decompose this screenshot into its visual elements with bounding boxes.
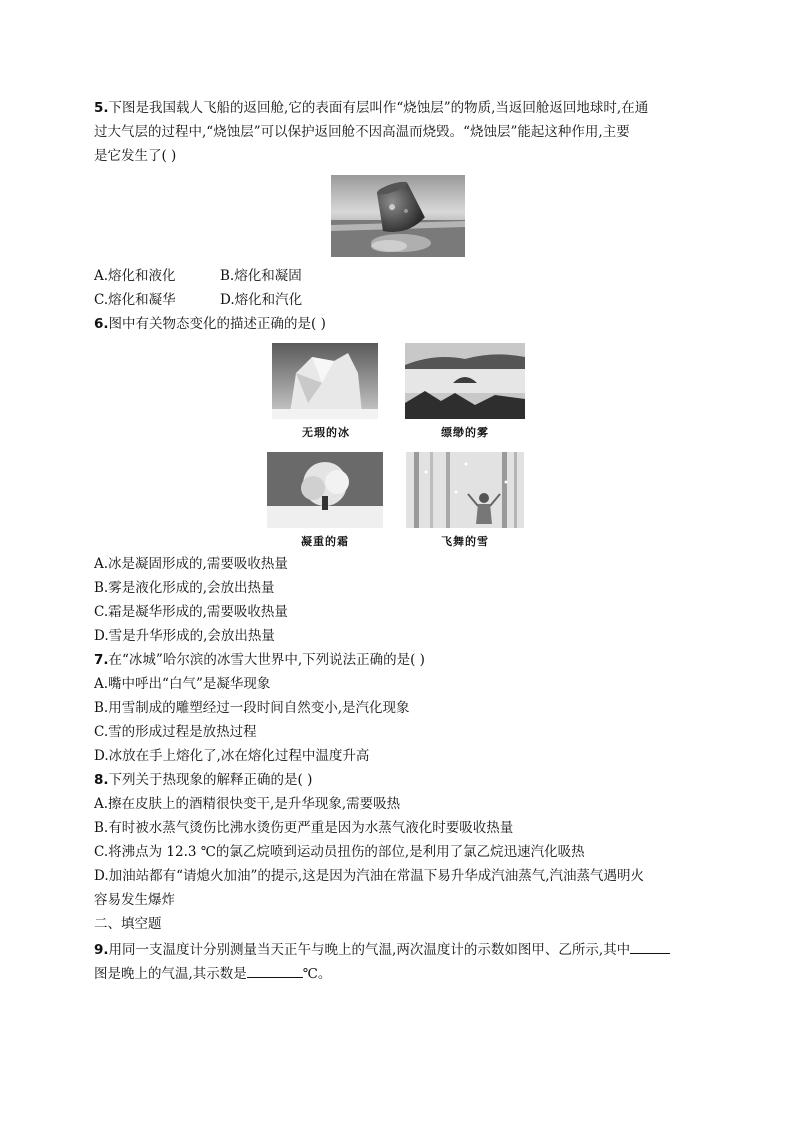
q6-number: 6. xyxy=(94,316,109,332)
q5-number: 5. xyxy=(94,100,109,116)
q5-option-a[interactable]: A.熔化和液化 xyxy=(94,268,176,284)
q7-option-b[interactable]: B.用雪制成的雕塑经过一段时间自然变小,是汽化现象 xyxy=(94,700,410,716)
caption-frost: 凝重的霜 xyxy=(301,535,349,548)
q8-stem xyxy=(94,768,312,792)
section-heading-fill-blank: 二、填空题 xyxy=(94,916,162,932)
return-capsule-image xyxy=(331,175,465,257)
q7-option-d[interactable]: D.冰放在手上熔化了,冰在熔化过程中温度升高 xyxy=(94,748,370,764)
q7-option-c[interactable]: C.雪的形成过程是放热过程 xyxy=(94,724,257,740)
q5-text1: 下图是我国载人飞船的返回舱,它的表面有层叫作“烧蚀层”的物质,当返回舱返回地球时,在通 xyxy=(108,100,649,116)
q6-text: 图中有关物态变化的描述正确的是( ) xyxy=(108,316,326,332)
q5-option-c[interactable]: C.熔化和凝华 xyxy=(94,292,176,308)
q7-text: 在“冰城”哈尔滨的冰雪大世界中,下列说法正确的是( ) xyxy=(108,652,425,668)
q5-options-row2 xyxy=(94,288,303,312)
q5-option-b[interactable]: B.熔化和凝固 xyxy=(220,268,302,284)
q8-option-d[interactable]: D.加油站都有“请熄火加油”的提示,这是因为汽油在常温下易升华成汽油蒸气,汽油蒸气遇明火 xyxy=(94,868,645,884)
q8-option-b[interactable]: B.有时被水蒸气烫伤比沸水烫伤更严重是因为水蒸气液化时要吸收热量 xyxy=(94,820,514,836)
q9-number: 9. xyxy=(94,942,109,958)
q6-stem xyxy=(94,312,326,336)
fog-image xyxy=(405,343,525,419)
q8-option-c[interactable]: C.将沸点为 12.3 ℃的氯乙烷喷到运动员扭伤的部位,是利用了氯乙烷迅速汽化吸热 xyxy=(94,844,585,860)
q6-option-d[interactable]: D.雪是升华形成的,会放出热量 xyxy=(94,628,275,644)
q9-unit: ℃。 xyxy=(302,966,332,982)
q7-option-a[interactable]: A.嘴中呼出“白气”是凝华现象 xyxy=(94,676,271,692)
caption-snow: 飞舞的雪 xyxy=(441,535,489,548)
q7-stem xyxy=(94,648,425,672)
q6-option-a[interactable]: A.冰是凝固形成的,需要吸收热量 xyxy=(94,556,288,572)
ice-image xyxy=(272,343,378,419)
q9-text2: 图是晚上的气温,其示数是 xyxy=(94,966,247,982)
q6-option-c[interactable]: C.霜是凝华形成的,需要吸收热量 xyxy=(94,604,288,620)
q8-number: 8. xyxy=(94,772,109,788)
q9-line2 xyxy=(94,962,331,986)
q5-options-row1 xyxy=(94,264,302,288)
q5-line1 xyxy=(94,96,648,120)
q5-line3: 是它发生了( ) xyxy=(94,148,177,164)
q9-blank-1[interactable] xyxy=(630,938,670,954)
q8-option-d-cont: 容易发生爆炸 xyxy=(94,892,175,908)
q5-line2: 过大气层的过程中,“烧蚀层”可以保护返回舱不因高温而烧毁。“烧蚀层”能起这种作用,主要 xyxy=(94,124,630,140)
caption-ice: 无瑕的冰 xyxy=(302,426,350,439)
q6-option-b[interactable]: B.雾是液化形成的,会放出热量 xyxy=(94,580,275,596)
snow-image xyxy=(406,452,524,528)
caption-fog: 缥缈的雾 xyxy=(441,426,489,439)
q9-blank-2[interactable] xyxy=(247,962,303,978)
q8-option-a[interactable]: A.擦在皮肤上的酒精很快变干,是升华现象,需要吸热 xyxy=(94,796,401,812)
frost-image xyxy=(267,452,383,528)
q9-text1: 用同一支温度计分别测量当天正午与晚上的气温,两次温度计的示数如图甲、乙所示,其中 xyxy=(108,942,631,958)
q9-line1 xyxy=(94,938,670,962)
q5-option-d[interactable]: D.熔化和汽化 xyxy=(220,292,303,308)
q8-text: 下列关于热现象的解释正确的是( ) xyxy=(108,772,313,788)
q7-number: 7. xyxy=(94,652,109,668)
